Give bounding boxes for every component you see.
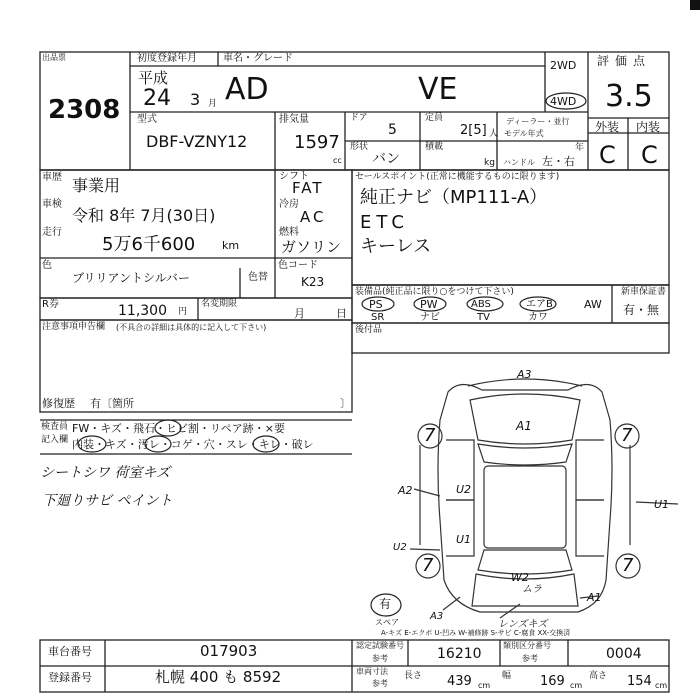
load-kg: kg xyxy=(484,158,495,168)
mark-a1-rear: A1 xyxy=(587,591,602,604)
color-no-label: 色替 xyxy=(248,272,268,283)
exterior-grade: C xyxy=(599,141,616,169)
ac-value: AC xyxy=(300,208,327,226)
mileage-value: 5万6千600 xyxy=(102,234,196,255)
color-code-label: 色コード xyxy=(278,260,318,271)
auction-label: 出品票 xyxy=(42,53,66,62)
equipment-label: 装備品(純正品に限り○をつけて下さい) xyxy=(355,287,514,297)
handwritten-note-1: シートシワ 荷室キズ xyxy=(40,465,171,481)
warranty-book-value: 有・無 xyxy=(623,303,660,317)
class-value: 0004 xyxy=(606,646,642,662)
capacity-unit: 人 xyxy=(489,129,499,139)
sales-point-3: キーレス xyxy=(360,236,432,257)
make-label: 車名・グレード xyxy=(223,53,293,64)
reg-year: 24 xyxy=(143,86,171,111)
mileage-unit: km xyxy=(222,239,240,252)
mark-a1-hood: A1 xyxy=(516,419,532,433)
lot-number: 2308 xyxy=(48,95,121,125)
mark-w2-sub: ムラ xyxy=(522,584,542,595)
sales-point-1: 純正ナビ（MP111-A） xyxy=(360,187,548,208)
mark-u2-low: U2 xyxy=(393,542,407,553)
handle-label: ハンドル xyxy=(503,158,535,167)
inspector-fw: FW・キズ・飛石・ヒビ割・リペア跡・×要 xyxy=(72,422,285,435)
warranty-book-label: 新車保証書 xyxy=(621,287,667,297)
width-unit: cm xyxy=(570,681,583,690)
car-diagram xyxy=(410,379,678,618)
drive-2wd: 2WD xyxy=(550,59,577,72)
equip-leather: カワ xyxy=(528,312,548,323)
shift-value: FAT xyxy=(292,179,324,197)
notes-label: 注意事項申告欄 xyxy=(42,322,106,332)
mark-a3-rear: A3 xyxy=(430,611,444,622)
height-label: 高さ xyxy=(589,671,608,681)
dims-sub: 参考 xyxy=(372,679,388,688)
warranty-month: 月 xyxy=(294,307,305,320)
load-label: 積載 xyxy=(425,142,444,152)
warranty-day: 日 xyxy=(336,307,347,320)
color-code-value: K23 xyxy=(301,275,325,289)
class-sub: 参考 xyxy=(522,654,538,663)
tire-mark-rl: 7 xyxy=(422,555,434,576)
interior-grade: C xyxy=(641,141,658,169)
mark-rear-note: レンズキズ xyxy=(498,619,548,630)
doors-value: 5 xyxy=(388,122,397,138)
width-label: 幅 xyxy=(502,671,512,681)
plate-label: 登録番号 xyxy=(48,671,92,684)
cert-label: 認定試験番号 xyxy=(356,641,404,650)
color-value: ブリリアントシルバー xyxy=(72,271,190,285)
sales-points-label: セールスポイント(正常に機能するものに限ります) xyxy=(355,172,560,182)
era: 平成 xyxy=(138,69,169,87)
mark-a2-left: A2 xyxy=(398,484,413,497)
handle-value: 左・右 xyxy=(542,155,575,168)
length-unit: cm xyxy=(478,681,491,690)
tire-mark-fr: 7 xyxy=(621,425,633,446)
score-label: 評価点 xyxy=(597,54,652,68)
dims-label: 車両寸法 xyxy=(356,667,388,676)
mark-u1-right: U1 xyxy=(654,498,670,511)
warranty-label: 名変期限 xyxy=(201,299,238,309)
equip-abs: ABS xyxy=(471,299,491,310)
type-value: DBF-VZNY12 xyxy=(146,132,248,151)
cert-value: 16210 xyxy=(437,646,482,662)
recycle-unit: 円 xyxy=(178,307,188,317)
recycle-value: 11,300 xyxy=(118,303,167,319)
shape-label: 形状 xyxy=(350,142,369,152)
handwritten-note-2: 下廻りサビ ペイント xyxy=(42,493,173,509)
length-value: 439 xyxy=(447,674,472,689)
exterior-label: 外装 xyxy=(595,120,620,134)
equip-sr: SR xyxy=(371,312,385,323)
spare-label: 有 xyxy=(379,597,392,611)
cert-sub: 参考 xyxy=(372,654,388,663)
plate-value: 札幌 400 も 8592 xyxy=(155,668,282,686)
model: AD xyxy=(225,72,269,107)
height-unit: cm xyxy=(655,681,668,690)
capacity-label: 定員 xyxy=(425,113,444,123)
model-year-label: モデル年式 xyxy=(504,129,544,138)
reg-month-unit: 月 xyxy=(208,99,218,109)
length-label: 長さ xyxy=(404,671,423,681)
inspector-label-bottom: 記入欄 xyxy=(41,435,69,445)
equip-tv: TV xyxy=(477,312,490,323)
equip-pw: PW xyxy=(420,298,438,311)
shift-label: シフト xyxy=(279,171,309,182)
shape-value: バン xyxy=(372,151,400,167)
recycle-label: R券 xyxy=(42,299,59,310)
inspection-value: 令和 8年 7月(30日) xyxy=(72,206,216,225)
inspection-label: 車検 xyxy=(42,199,62,210)
color-label: 色 xyxy=(42,260,52,271)
fuel-value: ガソリン xyxy=(281,238,342,256)
mark-w2: W2 xyxy=(511,571,529,584)
year-unit: 年 xyxy=(575,143,585,153)
class-label: 類別区分番号 xyxy=(503,641,551,650)
notes-sub: (不具合の詳細は具体的に記入して下さい) xyxy=(116,323,267,332)
inspector-interior: 内装・キズ・汚レ・コゲ・穴・スレ・キレ・破レ xyxy=(72,438,314,451)
displacement-label: 排気量 xyxy=(279,114,309,125)
reg-month: 3 xyxy=(190,90,201,109)
drive-4wd: 4WD xyxy=(550,95,577,108)
displacement-unit: cc xyxy=(333,156,342,165)
damage-legend: A-キズ E-エクボ U-凹み W-補修跡 S-サビ C-腐食 XX-交換済 xyxy=(381,629,571,637)
repair-value: 有〔箇所 xyxy=(90,397,134,410)
equip-aw: AW xyxy=(584,298,602,311)
mark-u2-left: U2 xyxy=(456,483,472,496)
first-reg-label: 初度登録年月 xyxy=(137,53,197,64)
chassis-value: 017903 xyxy=(200,642,258,660)
tire-mark-rr: 7 xyxy=(622,555,634,576)
sales-point-2: ETC xyxy=(360,212,409,233)
width-value: 169 xyxy=(540,674,565,689)
mileage-label: 走行 xyxy=(42,227,62,238)
mark-a3-top: A3 xyxy=(517,368,532,381)
doors-label: ドア xyxy=(350,113,368,123)
grade: VE xyxy=(418,72,458,107)
score: 3.5 xyxy=(605,79,653,114)
fuel-label: 燃料 xyxy=(279,227,299,238)
tire-mark-fl: 7 xyxy=(424,425,436,446)
history-label: 車歴 xyxy=(42,172,62,183)
history-value: 事業用 xyxy=(72,176,121,195)
interior-label: 内装 xyxy=(636,120,661,134)
displacement-value: 1597 xyxy=(294,132,340,153)
type-label: 型式 xyxy=(137,114,157,125)
equip-airbag: エアB xyxy=(526,299,553,310)
chassis-label: 車台番号 xyxy=(48,645,92,658)
repair-label: 修復歴 xyxy=(42,397,75,410)
spare-sub: スペア xyxy=(375,618,399,627)
mark-u1-left: U1 xyxy=(456,533,472,546)
aftermarket-label: 後付品 xyxy=(355,325,383,335)
dealer-label: ディーラー・並行 xyxy=(506,117,570,126)
ac-label: 冷房 xyxy=(279,199,299,210)
inspector-label-top: 検査員 xyxy=(41,422,69,432)
equip-ps: PS xyxy=(369,298,383,311)
repair-close: 〕 xyxy=(340,397,351,410)
height-value: 154 xyxy=(627,674,652,689)
equip-navi: ナビ xyxy=(420,312,440,323)
capacity-value: 2[5] xyxy=(460,123,487,138)
